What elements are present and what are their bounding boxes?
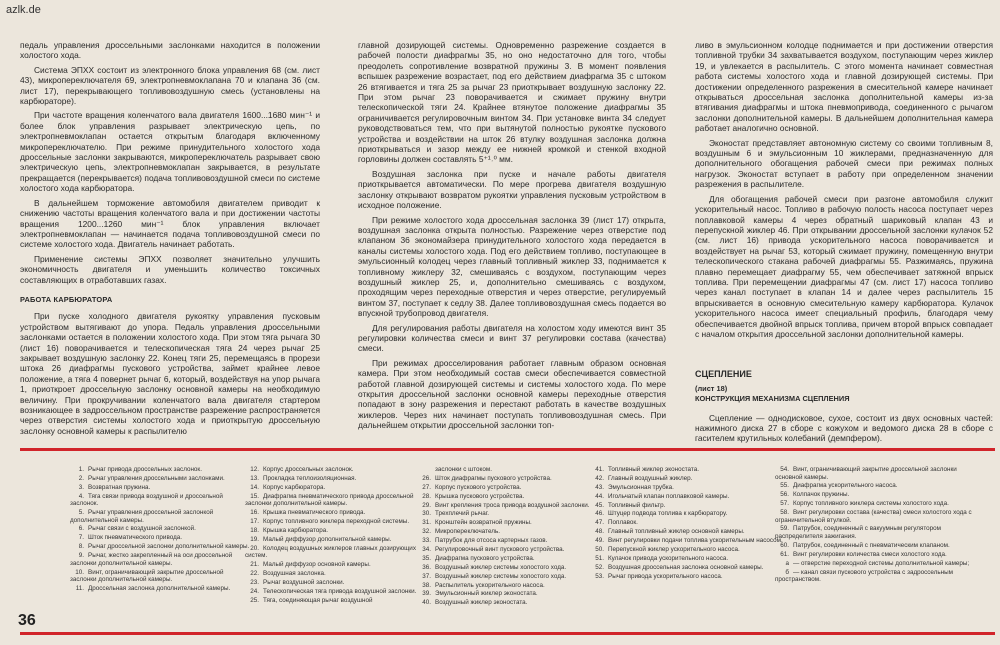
legend-text: — отверстие переходной системы дополнительной камеры; [793,559,970,567]
legend-text: Кронштейн возвратной пружины. [435,519,532,527]
text-column-1 [20,40,320,440]
legend-number: 54. [780,466,789,473]
legend-text: Шток диафрагмы пускового устройства. [435,474,552,482]
section-heading: РАБОТА КАРБЮРАТОРА [20,294,113,304]
legend-number: 41. [595,466,604,473]
legend-number: 59. [780,525,789,533]
legend-number: 18. [250,526,259,534]
legend-item [245,509,425,517]
legend-number: 20. [250,544,259,552]
legend-number: 22. [250,569,259,577]
legend-item [590,484,790,492]
legend-item [590,493,790,501]
legend-text: Рычаг связи с воздушной заслонкой. [88,525,196,533]
legend-text: Рычаг воздушной заслонки. [263,578,345,586]
legend-number: 44. [595,492,604,500]
legend-text: Винт, ограничивающий закрытие дроссельной заслонки основной камеры. [775,466,957,481]
legend-text: Эмульсионный жиклер эконостата. [435,590,538,598]
legend-text: Трехплечий рычаг. [435,510,490,518]
legend-item [775,482,985,490]
legend-text: Рычаг привода дроссельных заслонок. [88,466,202,473]
legend-number: 36. [422,563,431,571]
legend-text: Патрубок, соединенный с пневматическим клапаном. [793,541,950,549]
legend-text: Патрубок, соединенный с вакуумным регулятором распределителя зажигания. [775,525,941,540]
legend-item [417,573,595,581]
legend-text: Воздушный жиклер системы холостого хода. [435,572,567,580]
legend-number: 55. [780,482,789,490]
legend-text: Винт регулировки количества смеси холостого хода. [793,550,947,558]
paragraph: При режиме холостого хода дроссельная заслонка 39 (лист 17) открыта, воздушная заслонка открыта полностью. Разрежение через отверстие под клапаном 36 экономайзера принудительного холостого хода передается в каналы системы холостого хода. Под его действием топливо, поступающее в эмульсионный колодец через главный топливный жиклер 33, поднимается к топливному жиклеру 32, смешиваясь с воздухом, поступающим через воздушный жиклер 25, и, дополнительно смешиваясь с воздухом, проходящим через переходные отверстия и через отверстие, регулируемый винтом 37, поступает к седлу 38. Далее топливовоздушная смесь подается во впускной трубопровод двигателя. [358,214,666,319]
legend-item [245,484,425,492]
legend-number: 57. [780,500,789,508]
paragraph: главной дозирующей системы. Одновременно разрежение создается в рабочей полости диафрагмы 35, но оно недостаточно для того, чтобы преодолеть сопротивление возвратной пружины 3. В момент появления вспышек разрежение возрастает, под его действием диафрагма 35 с штоком 26 втягивается и тяга 25 за рычаг 23 приоткрывает воздушную заслонку 22. При этом рычаг 23 поворачивается и сжимает пружину внутри телескопической тяги 24. Крайнее втянутое положение диафрагмы 35 ограничивается регулировочным винтом 34. При установке винта 34 следует руководствоваться тем, что при вытянутой полностью рукоятке пускового устройства и воздействии на шток 26 втулку воздушная заслонка должна приоткрываться и зазор между ее нижней кромкой и стенкой входной горловины должен составлять 5⁺¹˒⁰ мм. [358,40,666,165]
legend-text: Колпачок пружины. [793,491,850,499]
legend-number: 24. [250,587,259,595]
legend-number: 37. [422,572,431,580]
legend-item [590,573,790,581]
legend-item [245,466,425,474]
legend-item [245,579,425,587]
legend-number: 38. [422,581,431,589]
legend-item [70,484,250,492]
legend-text: Корпус пускового устройства. [435,483,522,491]
legend-text: Микропереключатель. [435,528,500,536]
legend-item [70,534,250,542]
legend-item [245,588,425,596]
legend-number: 42. [595,474,604,482]
legend-item [245,545,425,560]
legend-text: Топливный жиклер эконостата. [608,466,699,473]
legend-text: Штуцер подвода топлива к карбюратору. [608,510,728,518]
legend-number: 50. [595,546,604,554]
legend-item [590,555,790,563]
legend-number: 46. [595,510,604,518]
paragraph: педаль управления дроссельными заслонками находится в положении холостого хода. [20,40,320,61]
legend-number: 56. [780,491,789,499]
legend-text: Возвратная пружина. [88,483,151,491]
legend-text: Шток пневматического привода. [88,534,183,542]
legend-number: 2. [78,474,84,482]
legend-item [417,582,595,590]
legend-number: 13. [250,474,259,482]
legend-text: Малый диффузор дополнительной камеры. [263,535,392,543]
legend-number: 27. [422,483,431,491]
legend-item [775,542,985,550]
legend-text: Тяга, соединяющая рычаг воздушной [263,596,373,604]
paragraph: Система ЭПХХ состоит из электронного блока управления 68 (см. лист 43), микропереключателя 69, электропневмоклапана 70 и клапана 36 (см. лист 17), перекрывающего топливовоздушную смесь (установлены на карбюраторе). [20,64,320,107]
legend-number: 32. [422,528,431,536]
legend-item [417,502,595,510]
text-column-3 [695,40,993,448]
legend-text: Рычаг, жестко закрепленный на оси дроссельной заслонки дополнительной камеры. [70,552,233,567]
legend-column-2 [245,466,425,605]
legend-item [70,543,250,551]
legend-number: 10. [75,568,84,576]
legend-number: 33. [422,537,431,545]
legend-text: Распылитель ускорительного насоса. [435,581,545,589]
legend-text: Главный воздушный жиклер. [608,474,693,482]
legend-number: 12. [250,466,259,473]
legend-item [417,510,595,518]
legend-number: 47. [595,519,604,527]
paragraph: В дальнейшем торможение автомобиля двигателем приводит к снижению частоты вращения коленчатого вала и при достижении частоты вращения 1200...1260 мин⁻¹ блок управления включает электропневмоклапан — начинается подача топливовоздушной смеси по системе холостого хода. Двигатель начинает работать. [20,197,320,250]
legend-number: 21. [250,561,259,569]
legend-text: Рычаг дроссельной заслонки дополнительной камеры. [88,543,250,551]
legend-item [775,525,985,540]
legend-text: Прокладка теплоизоляционная. [263,474,357,482]
legend-item [417,546,595,554]
legend-text: Телескопическая тяга привода воздушной заслонки. [263,587,417,595]
legend-item [775,560,985,568]
legend-text: — канал связи пускового устройства с задроссельным пространством. [775,568,954,584]
legend-text: Диафрагма пневматического привода дроссельной заслонки дополнительной камеры. [245,492,414,508]
divider-line [20,448,995,451]
legend-item [590,502,790,510]
legend-text: Кулачок привода ускорительного насоса. [608,554,729,562]
legend-item [245,536,425,544]
legend-text: Рычаг управления дроссельной заслонкой дополнительной камеры. [70,509,214,524]
legend-item [775,569,985,584]
legend-item [590,475,790,483]
divider-line [20,632,995,635]
legend-number: 31. [422,519,431,527]
paragraph: Эконостат представляет автономную систему со своими топливным 8, воздушным 6 и эмульсионным 10 жиклерами, предназначенную для дополнительного обогащения рабочей смеси при режимах полных нагрузок. Эконостат вступает в работу при определенном значении разрежения в распылителе. [695,137,993,190]
legend-number: 17. [250,517,259,525]
legend-item [417,555,595,563]
legend-item [775,500,985,508]
legend-number: 3. [78,483,84,491]
legend-column-4 [590,466,790,582]
legend-number: 15. [250,492,259,500]
legend-number: 19. [250,535,259,543]
legend-number: 53. [595,572,604,580]
legend-item [417,475,595,483]
sheet-reference: (лист 18) [695,383,728,393]
legend-column-3 [417,466,595,608]
legend-number: 43. [595,483,604,491]
legend-text: Главный топливный жиклер основной камеры. [608,528,745,536]
legend-number: 52. [595,563,604,571]
legend-text: Винт регулировки подачи топлива ускорительным насосом. [608,537,783,545]
legend-item [70,525,250,533]
legend-item [417,466,595,474]
legend-number: 28. [422,492,431,500]
paragraph: Для обогащения рабочей смеси при разгоне автомобиля служит ускорительный насос. Топливо в рабочую полость насоса поступает через поплавковой камеры 4 через обратный шариковый клапан 43 и перепускной жиклер 46. При открывании дроссельной заслонки кулачок 52 (см. лист 16) привода ускорительного насоса поворачивается и воздействует на рычаг 53, который сжимает пружину, помещенную внутри телескопического стакана рабочей диафрагмы 55. Разжимаясь, пружина плавно перемещает диафрагму 55, чем обеспечивает затяжной впрыск топлива. При перемещении диафрагмы 47 (см. лист 17) насоса топливо через канал поступает в клапан 14 и далее через распылитель 15 впрыскивается в основную смесительную камеру карбюратора. Кулачок ускорительного насоса имеет специальный профиль, благодаря чему обеспечивается двойной впрыск топлива, причем второй впрыск совпадает с началом открытия дроссельной заслонки дополнительной камеры. [695,193,993,339]
legend-text: Воздушный жиклер системы холостого хода. [435,563,567,571]
paragraph: Воздушная заслонка при пуске и начале работы двигателя приоткрывается автоматически. По мере прогрева двигателя воздушную заслонку открывают возвратом рукоятки управления пусковым устройством в исходное положение. [358,168,666,211]
legend-text: Эмульсионная трубка. [608,483,674,491]
legend-item [245,597,425,605]
legend-text: Винт регулировки состава (качества) смеси холостого хода с ограничительной втулкой. [775,509,972,524]
paragraph: При пуске холодного двигателя рукоятку управления пусковым устройством вытягивают до упора. Педаль управления дроссельными заслонками остается в положении холостого хода. При этом тяга рычага 30 (лист 16) поворачивается и телескопическая тяга 24 через рычаг 25 закрывает воздушную заслонку 22. Конец тяги 25, перемещаясь в прорези штока 26 диафрагмы пускового устройства, займет крайнее левое положение, а тяга 4 повернет рычаг 6, который, воздействуя на упор рычага 1, приоткроет дроссельную заслонку основной камеры на необходимую величину. При прокручивании коленчатого вала двигателя стартером возникающее в задроссельном пространстве разрежение распространяется через отверстия системы холостого хода и приоткрытую дроссельную заслонку основной камеры к распылителю [20,311,320,436]
paragraph: Для регулирования работы двигателя на холостом ходу имеются винт 35 регулировки количества смеси и винт 37 регулировки состава (качества) смеси. [358,322,666,354]
legend-text: Корпус карбюратора. [263,483,326,491]
legend-item [245,570,425,578]
legend-number: 9. [78,552,84,560]
legend-text: Рычаг привода ускорительного насоса. [608,572,723,580]
legend-number: 51. [595,554,604,562]
legend-text: Патрубок для отсоса картерных газов. [435,537,548,545]
legend-text: Корпус дроссельных заслонок. [263,466,354,473]
legend-item [417,537,595,545]
legend-text: Воздушная заслонка. [263,569,326,577]
legend-text: Воздушная дроссельная заслонка основной камеры. [608,563,764,571]
legend-text: Игольчатый клапан поплавковой камеры. [608,492,730,500]
legend-number: 8. [78,543,84,551]
legend-item [590,537,790,545]
legend-number: 6. [78,525,84,533]
legend-text: Топливный фильтр. [608,501,666,509]
paragraph: При частоте вращения коленчатого вала двигателя 1600...1680 мин⁻¹ и более блок управления разрывает электрическую цепь, по электропневмоклапан остается открытым благодаря включенному микропереключателю. При режиме принудительного холостого хода дроссельные заслонки закрываются, микропереключатель разрывает свою электрическую цепь, электропневмоклапан закрывается, в результате прекращается (перекрывается) подача топливовоздушной смеси по системе холостого хода карбюратора. [20,110,320,194]
legend-number: 26. [422,474,431,482]
legend-item [70,475,250,483]
legend-text: Крышка пускового устройства. [435,492,525,500]
legend-text: Поплавок. [608,519,638,527]
legend-number: 48. [595,528,604,536]
legend-item [417,528,595,536]
legend-item [245,518,425,526]
legend-text: Рычаг управления дроссельными заслонками. [88,474,225,482]
legend-number: б [785,568,789,576]
legend-number: а [785,559,789,567]
legend-item [590,528,790,536]
legend-number: 1. [78,466,84,473]
legend-text: Диафрагма ускорительного насоса. [793,482,898,490]
legend-item [590,510,790,518]
legend-column-5 [775,466,985,585]
legend-item [70,493,250,508]
legend-text: Регулировочный винт пускового устройства. [435,546,565,554]
legend-item [417,484,595,492]
subsection-heading: КОНСТРУКЦИЯ МЕХАНИЗМА СЦЕПЛЕНИЯ [695,394,850,404]
legend-item [70,569,250,584]
legend-item [775,466,985,481]
legend-text: Винт крепления троса привода воздушной заслонки. [435,501,590,509]
legend-item [417,519,595,527]
legend-number: 30. [422,510,431,518]
legend-number: 4. [78,492,84,500]
legend-text: Диафрагма пускового устройства. [435,554,535,562]
legend-item [775,509,985,524]
legend-number: 5. [78,509,84,517]
legend-text: Крышка карбюратора. [263,526,329,534]
text-column-2 [358,40,666,435]
legend-item [590,466,790,474]
legend-text: Тяга связи привода воздушной и дроссельной заслонок. [70,492,223,508]
legend-item [775,491,985,499]
legend-text: Корпус топливного жиклера системы холостого хода. [793,500,949,508]
legend-number: 61. [780,550,789,558]
paragraph: При режимах дросселирования работает главным образом основная камера. При этом необходимый состав смеси обеспечивается совместной работой главной дозирующей системы и системы холостого хода. По мере открытия дроссельной заслонки основной камеры переходные отверстия попадают в зону разрежения и перестают работать в качестве воздушных жиклеров. Через них начинает поступать топливовоздушная смесь. При дальнейшем открытии дроссельной заслонки топ- [358,357,666,431]
legend-item [245,493,425,508]
legend-number: 58. [780,509,789,517]
paragraph: Сцепление — однодисковое, сухое, состоит из двух основных частей: нажимного диска 27 в сборе с кожухом и ведомого диска 28 в сборе с гасителем крутильных колебаний (демпфером). [695,412,993,444]
legend-number: 14. [250,483,259,491]
legend-number: 34. [422,546,431,554]
legend-item [245,561,425,569]
legend-text: заслонки с штоком. [435,466,492,473]
legend-item [417,564,595,572]
legend-text: Малый диффузор основной камеры. [263,561,371,569]
legend-number: 11. [75,584,84,592]
legend-number: 39. [422,590,431,598]
legend-item [70,585,250,593]
legend-number: 7. [78,534,84,542]
legend-text: Колодец воздушных жиклеров главных дозирующих систем. [245,544,416,560]
legend-number: 25. [250,596,259,604]
legend-number: 23. [250,578,259,586]
legend-text: Крышка пневматического привода. [263,509,366,517]
legend-number: 29. [422,501,431,509]
page-number: 36 [18,612,36,629]
legend-text: Дроссельная заслонка дополнительной камеры. [88,584,231,592]
legend-text: Воздушный жиклер эконостата. [435,599,528,607]
legend-number: 35. [422,554,431,562]
legend-number: 40. [422,599,431,607]
legend-item [245,527,425,535]
legend-text: Перепускной жиклер ускорительного насоса. [608,546,740,554]
legend-item [590,546,790,554]
legend-number: 49. [595,537,604,545]
legend-item [417,493,595,501]
legend-item [70,552,250,567]
legend-item [590,519,790,527]
legend-number: 60. [780,541,789,549]
legend-item [417,599,595,607]
legend-item [417,590,595,598]
legend-text: Корпус топливного жиклера переходной системы. [263,517,410,525]
legend-item [775,551,985,559]
section-title: СЦЕПЛЕНИЕ [695,369,752,380]
paragraph: Применение системы ЭПХХ позволяет значительно улучшить экономичность двигателя и уменьшить количество токсичных составляющих в отработавших газах. [20,253,320,285]
legend-number: 16. [250,509,259,517]
legend-number: 45. [595,501,604,509]
legend-item [70,509,250,524]
legend-text: Винт, ограничивающий закрытие дроссельной заслонки дополнительной камеры. [70,568,224,584]
legend-item [590,564,790,572]
legend-column-1 [70,466,250,594]
site-watermark: azlk.de [6,4,41,16]
paragraph: ливо в эмульсионном колодце поднимается и при достижении отверстия топливной трубки 34 захватывается воздухом, поступающим через жиклер 19, и увлекается в распылитель. С этого момента начинает совместная работа системы холостого хода и главной дозирующей системы. При достижении определенного разрежения в смесительной камере начинает открываться дроссельная заслонка дополнительной камеры из-за втягивания диафрагмы и штока пневмопривода, соединенного с рычагом заслонки дополнительной камеры. В дальнейшем дополнительная камера работает аналогично основной. [695,40,993,134]
legend-item [70,466,250,474]
legend-item [245,475,425,483]
